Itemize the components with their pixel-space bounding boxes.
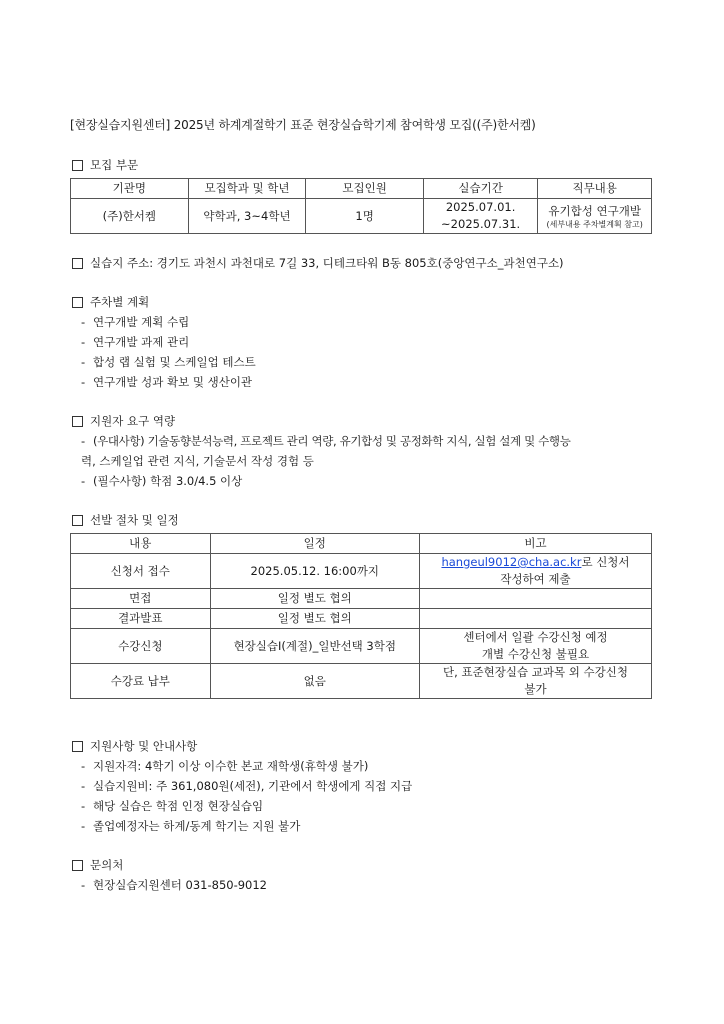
list-item: - 연구개발 성과 확보 및 생산이관: [81, 375, 253, 389]
period-cell: [423, 199, 538, 234]
row-name: 수강료 납부: [71, 664, 211, 699]
col-header: 비고: [420, 534, 652, 554]
selection-table: [70, 533, 652, 699]
count-cell: 1명: [306, 199, 424, 234]
row-note: 센터에서 일괄 수강신청 예정 개별 수강신청 불필요: [420, 629, 652, 664]
col-header: 내용: [71, 534, 211, 554]
job-text: 유기합성 연구개발: [548, 203, 641, 218]
weekly-list: [70, 312, 660, 392]
table-row: [71, 589, 652, 609]
competency-heading: 지원자 요구 역량: [90, 414, 176, 428]
table-row: [71, 554, 652, 589]
row-note: hangeul9012@cha.ac.kr로 신청서 작성하여 제출: [420, 554, 652, 589]
row-schedule: 없음: [210, 664, 419, 699]
row-note: 단, 표준현장실습 교과목 외 수강신청 불가: [420, 664, 652, 699]
address-text: 실습지 주소: 경기도 과천시 과천대로 7길 33, 디테크타워 B동 805호(중앙연구소_과천연구소): [90, 256, 564, 270]
list-item-continuation: 력, 스케일업 관련 지식, 기술문서 작성 경험 등: [81, 454, 314, 468]
table-header-row: [71, 179, 652, 199]
recruit-heading: 모집 부문: [90, 158, 139, 172]
list-item: - (필수사항) 학점 3.0/4.5 이상: [81, 474, 243, 488]
recruit-table: [70, 178, 652, 234]
row-schedule: 일정 별도 협의: [210, 589, 419, 609]
col-header: 직무내용: [538, 179, 652, 199]
row-name: 면접: [71, 589, 211, 609]
table-row: [71, 629, 652, 664]
checkbox-square-icon: [72, 860, 83, 871]
support-list: [70, 756, 660, 836]
checkbox-square-icon: [72, 258, 83, 269]
support-heading: 지원사항 및 안내사항: [90, 739, 198, 753]
checkbox-square-icon: [72, 515, 83, 526]
contact-heading: 문의처: [90, 858, 124, 872]
col-header: 기관명: [71, 179, 189, 199]
row-schedule: 2025.05.12. 16:00까지: [210, 554, 419, 589]
selection-section: [70, 511, 660, 699]
table-header-row: [71, 534, 652, 554]
weekly-heading: 주차별 계획: [90, 295, 150, 309]
table-row: [71, 199, 652, 234]
competency-list: [70, 431, 660, 491]
list-item: - 졸업예정자는 하계/동계 학기는 지원 불가: [81, 819, 301, 833]
list-item: - 연구개발 과제 관리: [81, 335, 190, 349]
job-cell: [538, 199, 652, 234]
recruit-section: [70, 156, 660, 234]
row-note: [420, 589, 652, 609]
period-start: 2025.07.01.: [445, 200, 516, 214]
row-note: [420, 609, 652, 629]
weekly-plan-section: [70, 293, 660, 392]
col-header: 모집학과 및 학년: [188, 179, 306, 199]
list-item: - 연구개발 계획 수립: [81, 315, 190, 329]
checkbox-square-icon: [72, 416, 83, 427]
address-section: [70, 254, 660, 273]
support-section: [70, 737, 660, 836]
list-item: - (우대사항) 기술동향분석능력, 프로젝트 관리 역량, 유기합성 및 공정화학 지식, 실험 설계 및 수행능: [81, 434, 571, 448]
document-title: [현장실습지원센터] 2025년 하계계절학기 표준 현장실습학기제 참여학생 모집((주)한서켐): [70, 118, 536, 132]
org-cell: (주)한서켐: [71, 199, 189, 234]
competency-section: [70, 412, 660, 491]
checkbox-square-icon: [72, 297, 83, 308]
list-item: - 합성 랩 실험 및 스케일업 테스트: [81, 355, 256, 369]
contact-section: [70, 856, 660, 895]
row-name: 결과발표: [71, 609, 211, 629]
list-item: - 지원자격: 4학기 이상 이수한 본교 재학생(휴학생 불가): [81, 759, 369, 773]
checkbox-square-icon: [72, 741, 83, 752]
row-name: 신청서 접수: [71, 554, 211, 589]
list-item: - 현장실습지원센터 031-850-9012: [81, 878, 267, 892]
col-header: 모집인원: [306, 179, 424, 199]
list-item: - 실습지원비: 주 361,080원(세전), 기관에서 학생에게 직접 지급: [81, 779, 413, 793]
col-header: 실습기간: [423, 179, 538, 199]
email-link[interactable]: hangeul9012@cha.ac.kr: [441, 555, 582, 569]
table-row: [71, 664, 652, 699]
job-note: (세부내용 주차별계획 참고): [546, 219, 643, 229]
checkbox-square-icon: [72, 160, 83, 171]
document-page: [70, 116, 660, 895]
period-end: ~2025.07.31.: [441, 217, 521, 231]
row-schedule: 일정 별도 협의: [210, 609, 419, 629]
contact-list: [70, 875, 660, 895]
list-item: - 해당 실습은 학점 인정 현장실습임: [81, 799, 264, 813]
col-header: 일정: [210, 534, 419, 554]
table-row: [71, 609, 652, 629]
row-name: 수강신청: [71, 629, 211, 664]
row-schedule: 현장실습Ⅰ(계절)_일반선택 3학점: [210, 629, 419, 664]
selection-heading: 선발 절차 및 일정: [90, 513, 179, 527]
dept-cell: 약학과, 3~4학년: [188, 199, 306, 234]
